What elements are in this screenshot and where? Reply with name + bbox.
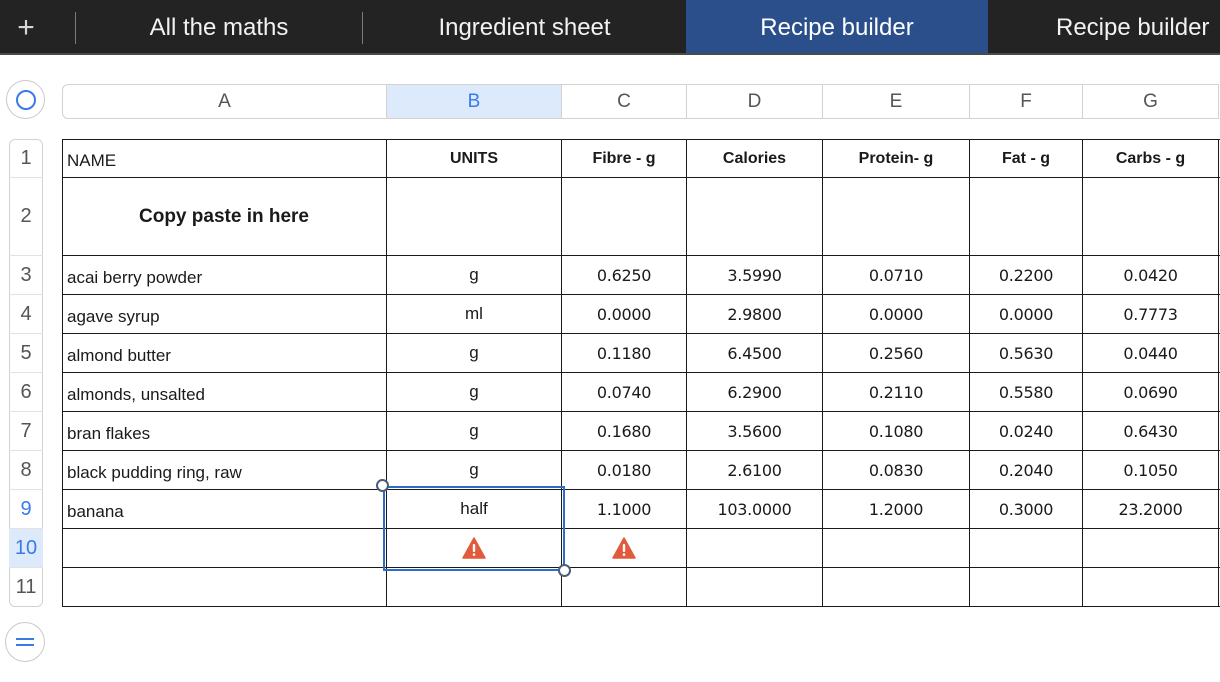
column-header-d[interactable]: D	[687, 84, 823, 119]
cell-e5-protein[interactable]: 0.2560	[868, 343, 924, 363]
cell-c4-fibre[interactable]: 0.0000	[596, 304, 652, 324]
cell-a8-name[interactable]: black pudding ring, raw	[67, 463, 242, 482]
cell-e7-protein[interactable]: 0.1080	[868, 421, 924, 441]
plus-icon: +	[17, 10, 35, 44]
cell-a4-name[interactable]: agave syrup	[67, 307, 160, 326]
cell-f5-fat[interactable]: 0.5630	[998, 343, 1054, 363]
cell-g7-carbs[interactable]: 0.6430	[1123, 421, 1178, 441]
cell-e8-protein[interactable]: 0.0830	[868, 460, 924, 480]
column-header-bar	[62, 84, 1220, 119]
row-header-1[interactable]: 1	[20, 146, 32, 169]
cell-c6-fibre[interactable]: 0.0740	[596, 382, 652, 402]
row-header-10[interactable]: 10	[9, 529, 43, 567]
cell-c9-fibre[interactable]: 1.1000	[596, 499, 652, 519]
cell-a1-name-header[interactable]: NAME	[67, 151, 117, 170]
cell-e1-protein-header[interactable]: Protein- g	[858, 149, 934, 167]
cell-c3-fibre[interactable]: 0.6250	[596, 265, 652, 285]
cell-g5-carbs[interactable]: 0.0440	[1123, 343, 1178, 363]
cell-e4-protein[interactable]: 0.0000	[868, 304, 924, 324]
cell-b8-units[interactable]: g	[469, 460, 479, 479]
cell-b4-units[interactable]: ml	[465, 304, 483, 323]
equals-icon	[16, 638, 34, 646]
cell-g3-carbs[interactable]: 0.0420	[1123, 265, 1178, 285]
cell-b5-units[interactable]: g	[469, 343, 479, 362]
cell-f4-fat[interactable]: 0.0000	[998, 304, 1054, 324]
column-header-f[interactable]: F	[970, 84, 1083, 119]
grid-line	[62, 567, 1220, 568]
column-header-b[interactable]: B	[387, 84, 562, 119]
add-rows-button[interactable]	[5, 622, 45, 662]
cell-g8-carbs[interactable]: 0.1050	[1123, 460, 1178, 480]
row-header-6[interactable]: 6	[20, 380, 32, 403]
cell-a2-instruction[interactable]: Copy paste in here	[139, 205, 309, 227]
cell-d4-calories[interactable]: 2.9800	[727, 304, 782, 324]
column-header-c[interactable]: C	[562, 84, 687, 119]
warning-triangle-icon	[612, 537, 636, 559]
cell-f7-fat[interactable]: 0.0240	[998, 421, 1054, 441]
add-sheet-button[interactable]	[0, 0, 52, 55]
cell-f9-fat[interactable]: 0.3000	[998, 499, 1054, 519]
cell-c5-fibre[interactable]: 0.1180	[596, 343, 652, 363]
column-header-a[interactable]: A	[62, 84, 387, 119]
cell-f1-fat-header[interactable]: Fat - g	[1002, 149, 1050, 167]
tab-recipe-builder-2[interactable]: Recipe builder	[1056, 13, 1210, 41]
row-header-3[interactable]: 3	[20, 263, 32, 286]
select-all-button[interactable]	[6, 80, 45, 119]
grid-line	[62, 606, 1220, 607]
sheet-tab-bar	[0, 0, 1220, 55]
cell-b6-units[interactable]: g	[469, 382, 479, 401]
cell-c1-fibre-header[interactable]: Fibre - g	[592, 149, 656, 167]
tab-all-the-maths[interactable]: All the maths	[149, 13, 289, 41]
cell-b1-units-header[interactable]: UNITS	[450, 149, 498, 167]
cell-g1-carbs-header[interactable]: Carbs - g	[1115, 149, 1186, 167]
cell-f6-fat[interactable]: 0.5580	[998, 382, 1054, 402]
cell-e6-protein[interactable]: 0.2110	[868, 382, 924, 402]
cell-b7-units[interactable]: g	[469, 421, 479, 440]
cell-a7-name[interactable]: bran flakes	[67, 424, 151, 443]
row-header-9[interactable]: 9	[20, 497, 32, 520]
cell-b10[interactable]	[387, 529, 561, 567]
cell-d9-calories[interactable]: 103.0000	[717, 499, 792, 519]
selection-start-handle[interactable]	[376, 479, 389, 492]
spreadsheet-grid	[62, 139, 1220, 607]
tab-ingredient-sheet[interactable]: Ingredient sheet	[438, 13, 611, 41]
cell-e3-protein[interactable]: 0.0710	[868, 265, 924, 285]
cell-a9-name[interactable]: banana	[67, 502, 124, 521]
cell-b9-units[interactable]: half	[460, 499, 488, 518]
cell-d8-calories[interactable]: 2.6100	[727, 460, 782, 480]
grid-line	[1218, 139, 1219, 607]
selection-end-handle[interactable]	[558, 564, 571, 577]
circle-icon	[16, 90, 36, 110]
cell-a5-name[interactable]: almond butter	[67, 346, 171, 365]
cell-f3-fat[interactable]: 0.2200	[998, 265, 1054, 285]
cell-a3-name[interactable]: acai berry powder	[67, 268, 203, 287]
row-header-5[interactable]: 5	[20, 341, 32, 364]
row-header-4[interactable]: 4	[20, 302, 32, 325]
cell-d6-calories[interactable]: 6.2900	[727, 382, 782, 402]
cell-g4-carbs[interactable]: 0.7773	[1123, 304, 1178, 324]
cell-d5-calories[interactable]: 6.4500	[727, 343, 782, 363]
cell-e9-protein[interactable]: 1.2000	[868, 499, 924, 519]
cell-g9-carbs[interactable]: 23.2000	[1118, 499, 1183, 519]
warning-triangle-icon	[462, 537, 486, 559]
cell-d1-calories-header[interactable]: Calories	[722, 149, 787, 167]
cell-d3-calories[interactable]: 3.5990	[727, 265, 782, 285]
cell-c7-fibre[interactable]: 0.1680	[596, 421, 652, 441]
cell-b3-units[interactable]: g	[469, 265, 479, 284]
row-header-11[interactable]: 11	[15, 575, 37, 598]
column-header-g[interactable]: G	[1083, 84, 1219, 119]
cell-f8-fat[interactable]: 0.2040	[998, 460, 1054, 480]
row-header-7[interactable]: 7	[20, 419, 32, 442]
cell-g6-carbs[interactable]: 0.0690	[1123, 382, 1178, 402]
cell-c8-fibre[interactable]: 0.0180	[596, 460, 652, 480]
cell-d7-calories[interactable]: 3.5600	[727, 421, 782, 441]
column-header-e[interactable]: E	[823, 84, 970, 119]
row-header-2[interactable]: 2	[20, 205, 32, 227]
cell-a6-name[interactable]: almonds, unsalted	[67, 385, 205, 404]
cell-c10[interactable]	[562, 529, 686, 567]
tab-recipe-builder[interactable]: Recipe builder	[686, 0, 988, 55]
row-header-8[interactable]: 8	[20, 458, 32, 481]
